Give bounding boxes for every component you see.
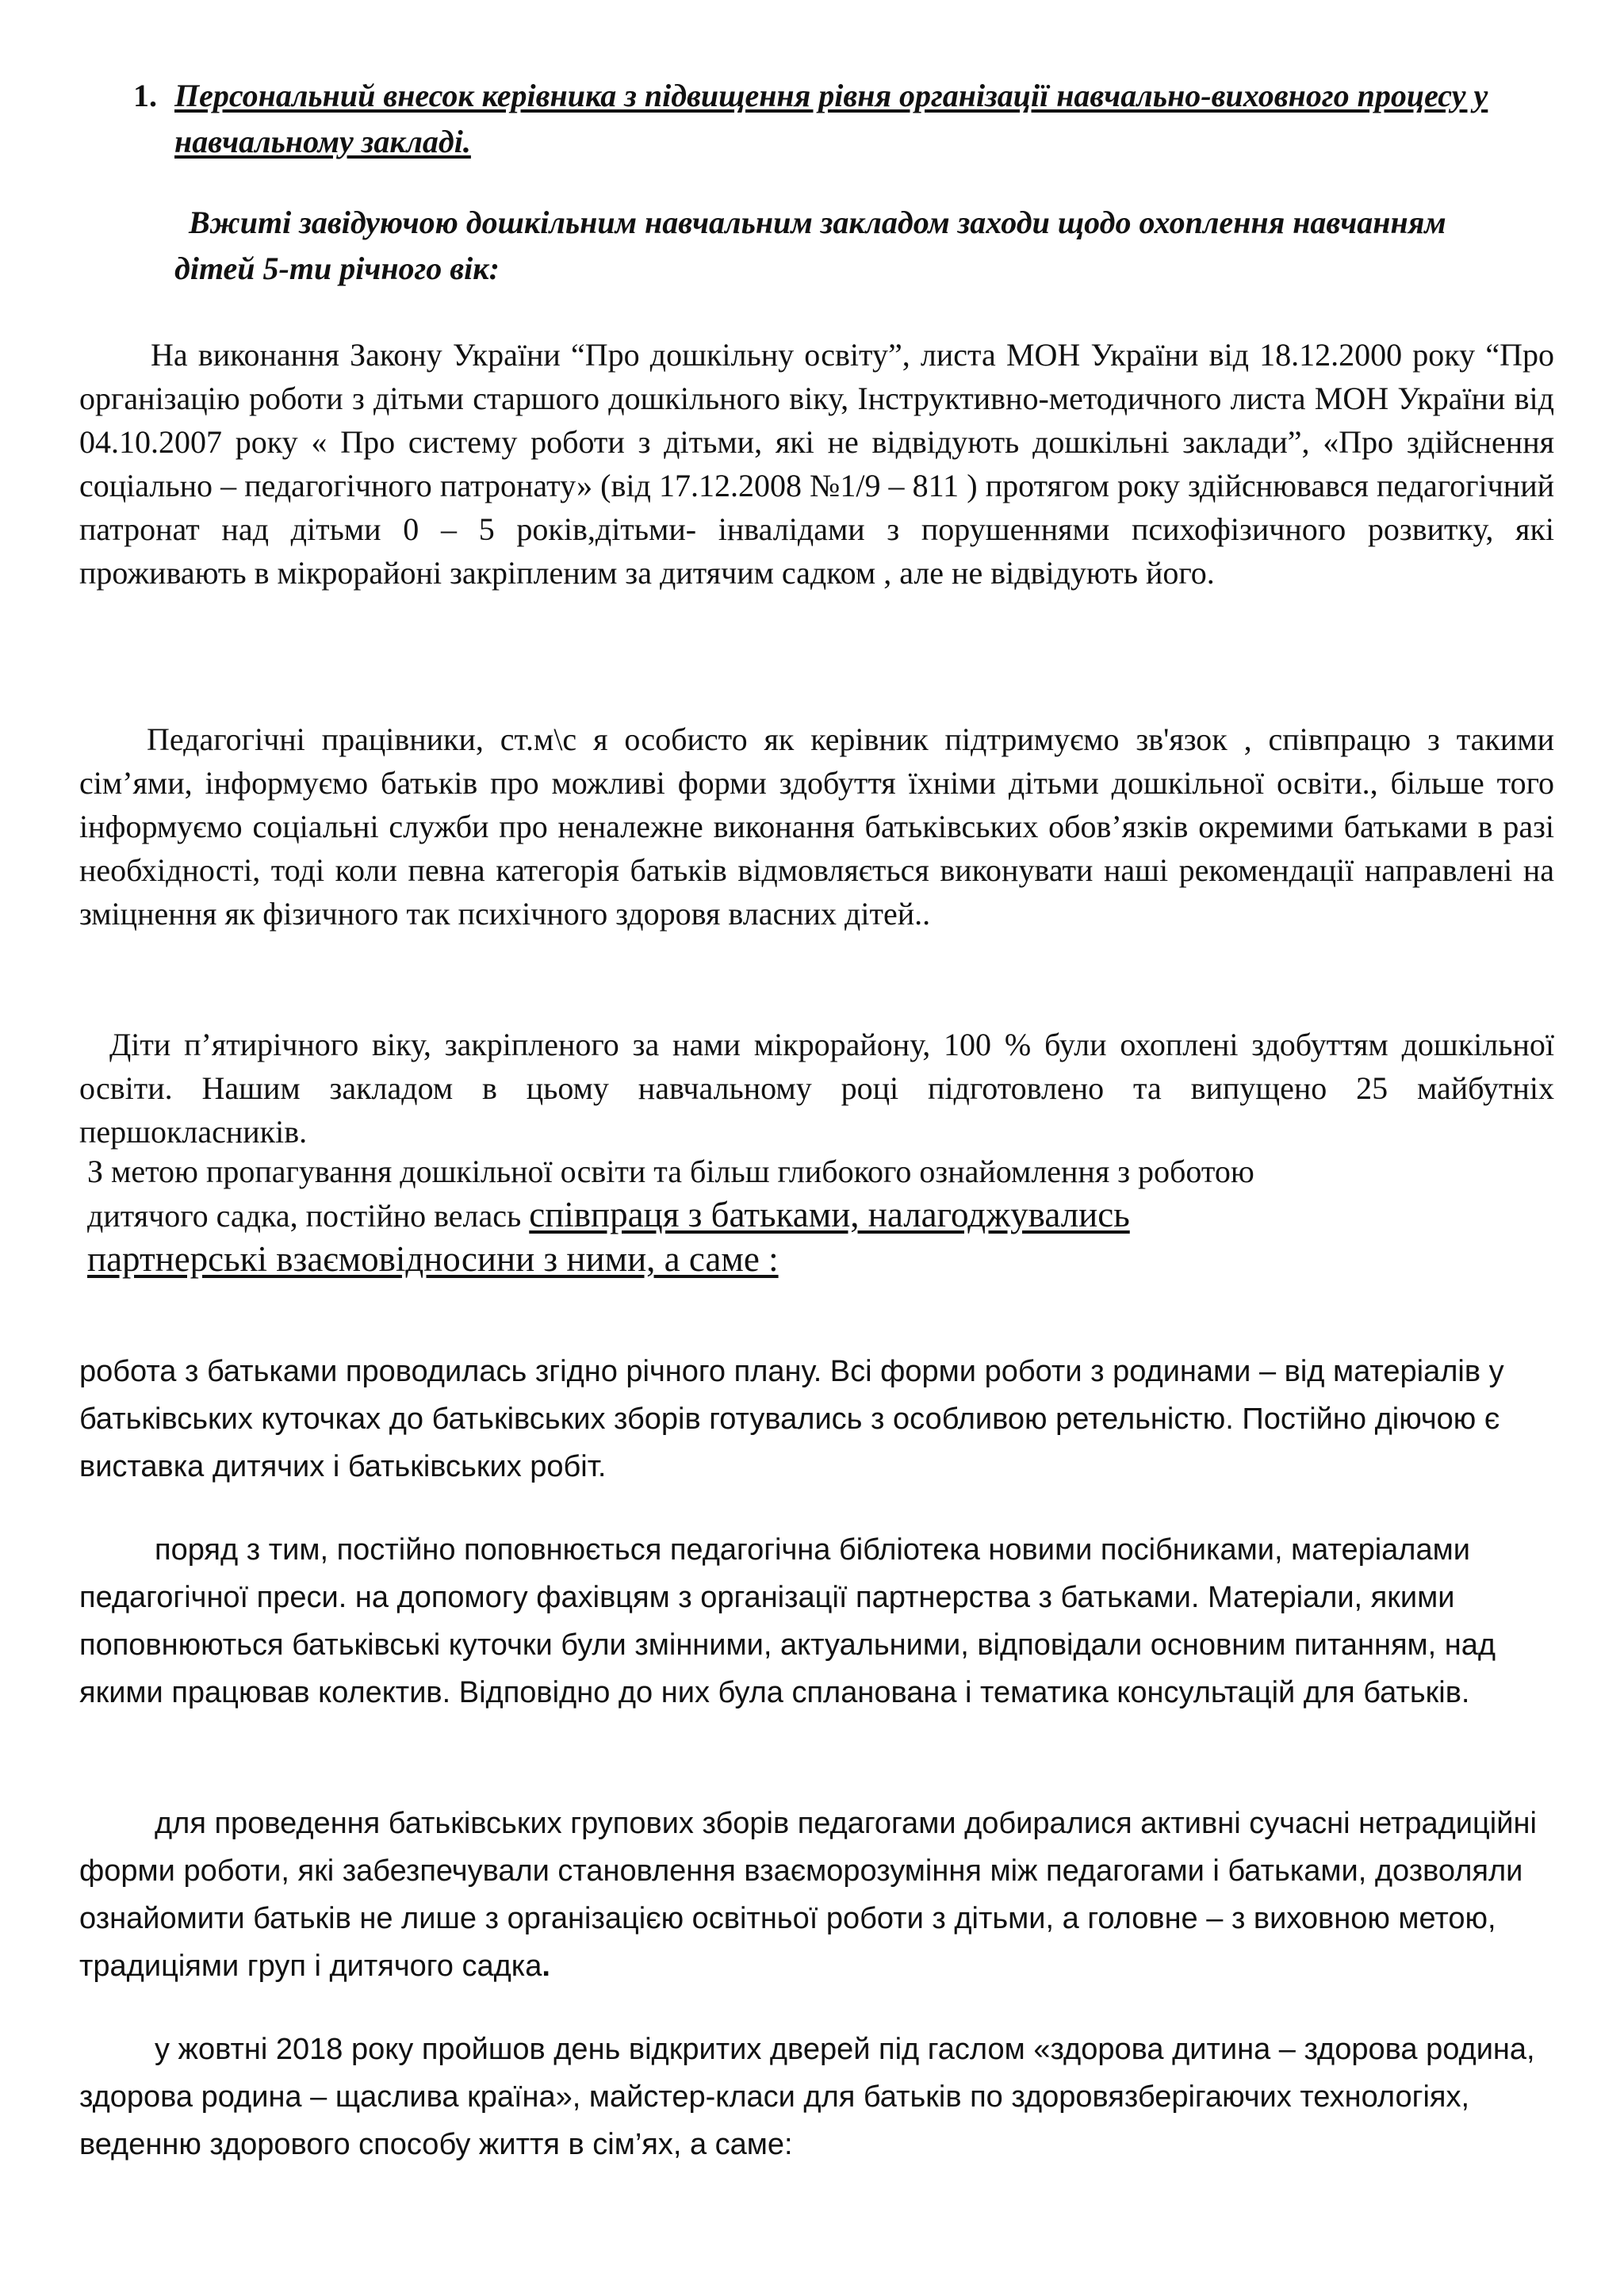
parent-meetings-period: . (542, 1950, 550, 1983)
paragraph-parent-meetings (79, 1800, 1554, 1990)
paragraph-parent-work-plan: робота з батьками проводилась згідно річного плану. Всі форми роботи з родинами – від матеріалів у батьківських куточках до батьківських зборів готувались з особливою ретельністю. Постійно діючою є виставка дитячих і батьківських робіт. (79, 1355, 1504, 1483)
section-subheading: Вжиті завідуючою дошкільним навчальним закладом заходи щодо охоплення навчанням дітей 5-ти річного вік: (174, 205, 1446, 286)
promotion-line-2-emphasis: співпраця з батьками, налагоджувались (529, 1195, 1130, 1234)
parent-meetings-text: для проведення батьківських групових зборів педагогами добиралися активні сучасні нетрадиційні форми роботи, які забезпечували становлення взаєморозуміння між педагогами і батьками, дозволяли ознайомити батьків не лише з організацією освітньої роботи з дітьми, а головне – з виховною метою, традиціями груп і дитячого садка (79, 1807, 1537, 1983)
paragraph-open-day: у жовтні 2018 року пройшов день відкритих дверей під гаслом «здорова дитина – здорова родина, здорова родина – щаслива країна», майстер-класи для батьків по здоровязберігаючих технологіях, веденню здорового способу життя в сім’ях, а саме: (79, 2033, 1535, 2161)
section-title: Персональний внесок керівника з підвищення рівня організації навчально-виховного процесу у навчальному закладі. (174, 78, 1488, 159)
paragraph-five-year-olds: Діти п’ятирічного віку, закріпленого за нами мікрорайону, 100 % були охоплені здобуттям дошкільної освіти. Нашим закладом в цьому навчальному році підготовлено та випущено 25 майбутніх першокласників. (79, 1027, 1554, 1150)
paragraph-law-compliance: На виконання Закону України “Про дошкільну освіту”, листа МОН України від 18.12.2000 року “Про організацію роботи з дітьми старшого дошкільного віку, Інструктивно-методичного листа МОН України від 04.10.2007 року « Про систему роботи з дітьми, які не відвідують дошкільні заклади”, «Про здійснення соціально – педагогічного патронату» (від 17.12.2008 №1/9 – 811 ) протягом року здійснювався педагогічний патронат над дітьми 0 – 5 років,дітьми- інвалідами з порушеннями психофізичного розвитку, які проживають в мікрорайоні закріпленим за дитячим садком , але не відвідують його. (79, 337, 1554, 591)
promotion-line-2-start: дитячого садка, постійно велась (87, 1198, 530, 1234)
paragraph-promotion (87, 1150, 1562, 1282)
section-number: 1. (133, 78, 157, 113)
paragraph-family-cooperation: Педагогічні працівники, ст.м\с я особисто як керівник підтримуємо зв'язок , співпрацю з такими сім’ями, інформуємо батьків про можливі форми здобуття їхніми дітьми дошкільної освіти., більше того інформуємо соціальні служби про неналежне виконання батьківських обов’язків окремими батьками в разі необхідності, тоді коли певна категорія батьків відмовляється виконувати наші рекомендації направлені на зміцнення як фізичного так психічного здоровя власних дітей.. (79, 721, 1554, 932)
promotion-line-3-emphasis: партнерські взаємовідносини з ними, а саме : (87, 1239, 779, 1279)
paragraph-library: поряд з тим, постійно поповнюється педагогічна бібліотека новими посібниками, матеріалами педагогічної преси. на допомогу фахівцям з організації партнерства з батьками. Матеріали, якими поповнюються батьківські куточки були змінними, актуальними, відповідали основним питанням, над якими працював колектив. Відповідно до них була спланована і тематика консультацій для батьків. (79, 1533, 1496, 1709)
promotion-line-1: З метою пропагування дошкільної освіти та більш глибокого ознайомлення з роботою (87, 1154, 1254, 1189)
section-heading (133, 73, 1497, 165)
